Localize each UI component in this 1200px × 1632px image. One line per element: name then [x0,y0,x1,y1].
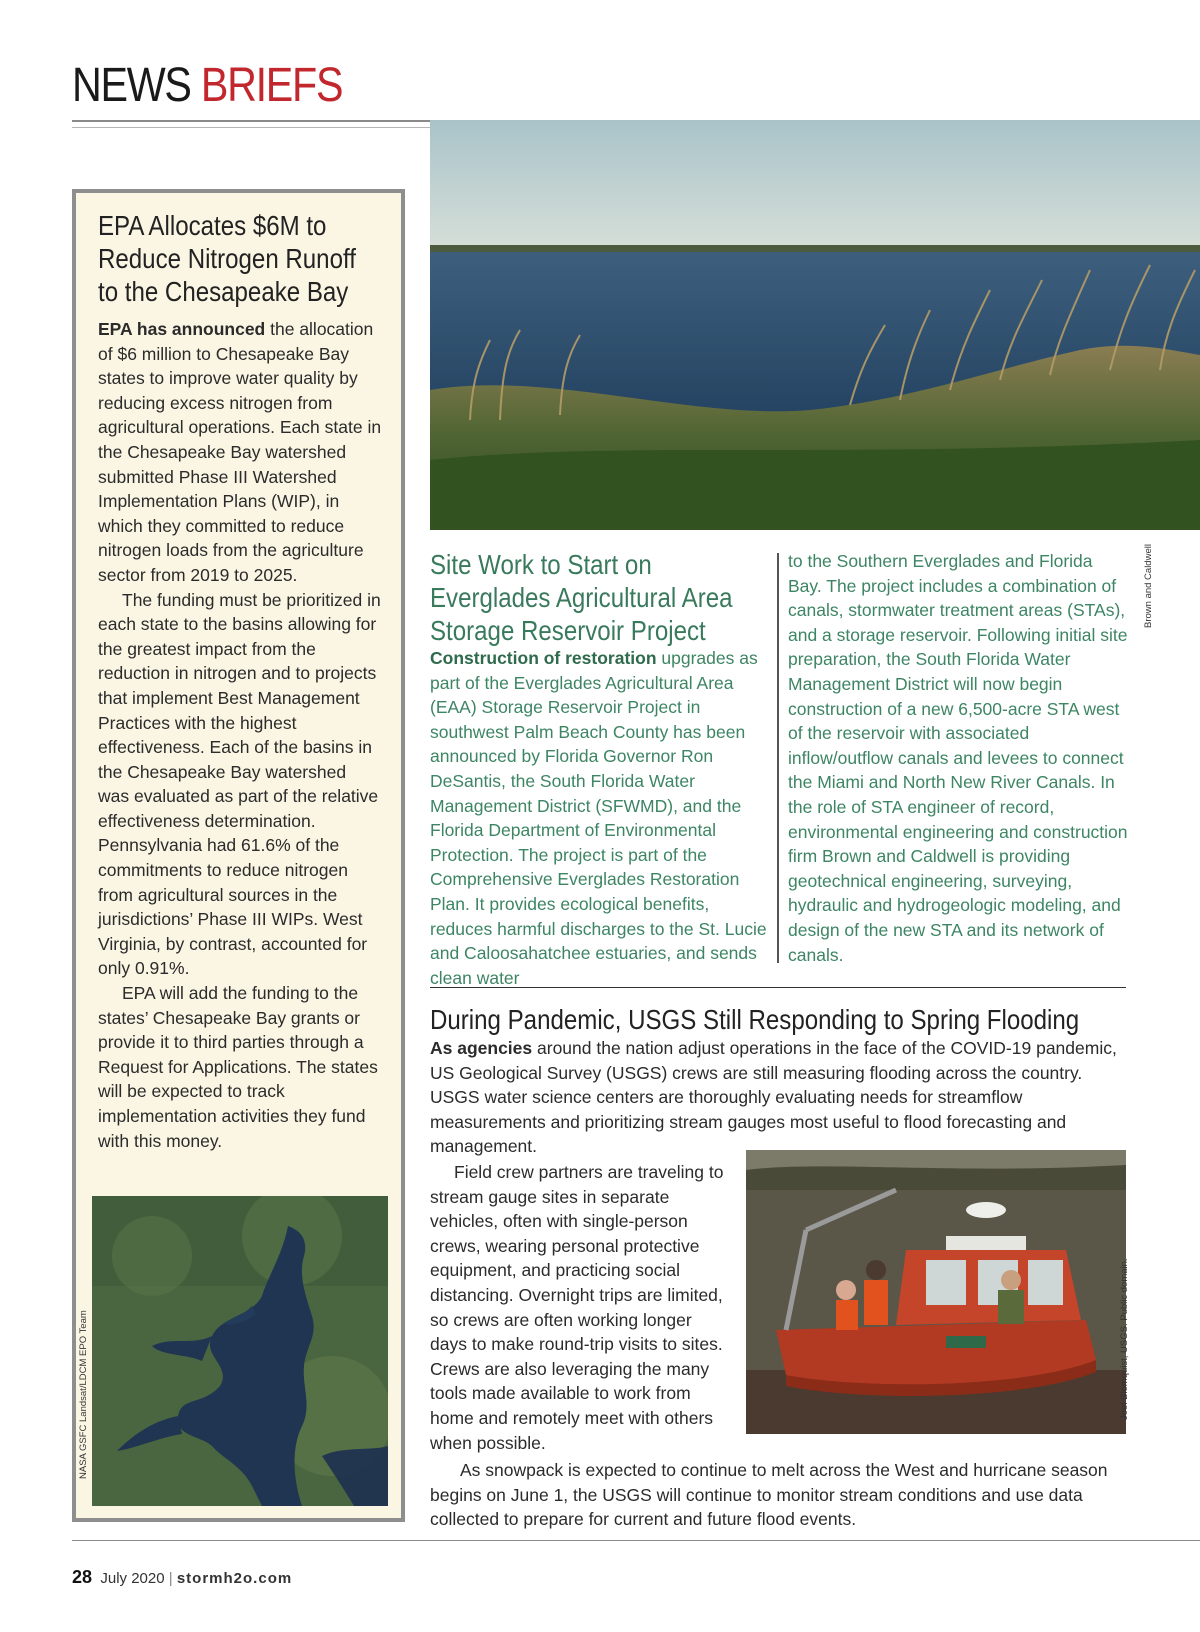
sidebar-paragraph-text: the allocation of $6 million to Chesapeake Bay states to improve water quality by reducing excess nitrogen from agricultural operations. Each state in the Chesapeake Bay watershed submitted Phase III Watershed Implementation Plans (WIP), in which they committed to reduce nitrogen loads from the agriculture sector from 2019 to 2025. [98,319,382,585]
lake-illustration [430,120,1200,530]
section-header [72,56,342,116]
map-illustration [92,1196,388,1506]
boat-photo-credit: Joel Blomquist, USGS. Public domain. [1119,1258,1130,1420]
page-number: 28 [72,1567,93,1587]
article-title-line: Site Work to Start on [430,549,652,580]
sidebar-title [98,209,356,308]
column-divider [777,553,779,963]
sidebar-lead: EPA has announced [98,319,266,339]
boat-illustration [746,1150,1126,1434]
everglades-lake-photo [430,120,1200,530]
article-usgs-paragraph-3: As snowpack is expected to continue to melt across the West and hurricane season begins on June 1, the USGS will continue to monitor stream conditions and use data collected to prepare for current and future flood events. [430,1460,1108,1530]
issue-date: July 2020 [100,1570,165,1587]
chesapeake-bay-satellite-map [92,1196,388,1506]
header-rule [72,120,430,122]
sidebar-paragraph: The funding must be prioritized in each state to the basins allowing for the greatest impact from the reduction in nitrogen and to projects that implement Best Management Practices with the highest effectiveness. Each of the basins in the Chesapeake Bay watershed was evaluated as part of the relative effectiveness determination. Pennsylvania had 61.6% of the commitments to reduce nitrogen from agricultural sources in the jurisdictions’ Phase III WIPs. West Virginia, by contrast, accounted for only 0.91%. [98,589,381,979]
article-usgs-paragraph-2: Field crew partners are traveling to stream gauge sites in separate vehicles, often with single-person crews, wearing personal protective equipment, and practicing social distancing. Overnight trips are limited, so crews are often working longer days to make round-trip visits to sites. Crews are also leveraging the many tools made available to work from home and remotely meet with others when possible. [430,1162,724,1453]
sidebar-paragraph [98,317,382,588]
article-title-line: Storage Reservoir Project [430,615,706,646]
header-rule-thin [72,127,430,128]
footer-rule [72,1540,1200,1541]
article-usgs-lead: As agencies [430,1038,533,1058]
map-photo-credit: NASA GSFC Landsat/LDCM EPO Team [78,1310,89,1479]
page-footer [72,1567,292,1589]
sidebar-box [72,189,405,1522]
article-everglades-title [430,548,733,647]
sidebar-title-line: EPA Allocates $6M to [98,210,327,241]
sidebar-paragraph: EPA will add the funding to the states’ Chesapeake Bay grants or provide it to third parties through a Request for Applications. The states will be expected to track implementation activities they fund with this money. [98,983,378,1151]
article-separator-rule [430,987,1126,988]
header-word-briefs: BRIEFS [200,59,343,112]
article-everglades-text-1: upgrades as part of the Everglades Agricultural Area (EAA) Storage Reservoir Project in southwest Palm Beach County has been announced by Florida Governor Ron DeSantis, the South Florida Water Management District (SFWMD), and the Florida Department of Environmental Protection. The project is part of the Comprehensive Everglades Restoration Plan. It provides ecological benefits, reduces harmful discharges to the St. Lucie and Caloosahatchee estuaries, and sends clean water [430,648,767,988]
site-url[interactable]: stormh2o.com [176,1570,293,1587]
article-usgs-intro [430,1036,1120,1159]
article-usgs-intro-text: around the nation adjust operations in the face of the COVID-19 pandemic, US Geological Survey (USGS) crews are still measuring flooding across the country. USGS water science centers are thoroughly evaluating needs for streamflow measurements and prioritizing stream gauges most useful to flood forecasting and management. [430,1038,1117,1157]
footer-separator: | [168,1570,173,1587]
sidebar-title-line: to the Chesapeake Bay [98,276,349,307]
article-everglades-lead: Construction of restoration [430,648,657,668]
sidebar-body [98,317,382,1153]
article-usgs-title: During Pandemic, USGS Still Responding to Spring Flooding [430,1004,1080,1035]
sidebar-title-line: Reduce Nitrogen Runoff [98,243,356,274]
header-word-news: NEWS [72,59,191,112]
article-title-line: Everglades Agricultural Area [430,582,733,613]
lake-photo-credit: Brown and Caldwell [1143,544,1154,628]
usgs-boat-photo [746,1150,1126,1434]
article-everglades-column-2: to the Southern Everglades and Florida Bay. The project includes a combination of canals, stormwater treatment areas (STAs), and a storage reservoir. Following initial site preparation, the South Florida Water Management District will now begin construction of a new 6,500-acre STA west of the reservoir with associated inflow/outflow canals and levees to connect the Miami and North New River Canals. In the role of STA engineer of record, environmental engineering and construction firm Brown and Caldwell is providing geotechnical engineering, surveying, hydraulic and hydrogeologic modeling, and design of the new STA and its network of canals. [788,551,1128,965]
article-everglades-column-1 [430,646,770,990]
